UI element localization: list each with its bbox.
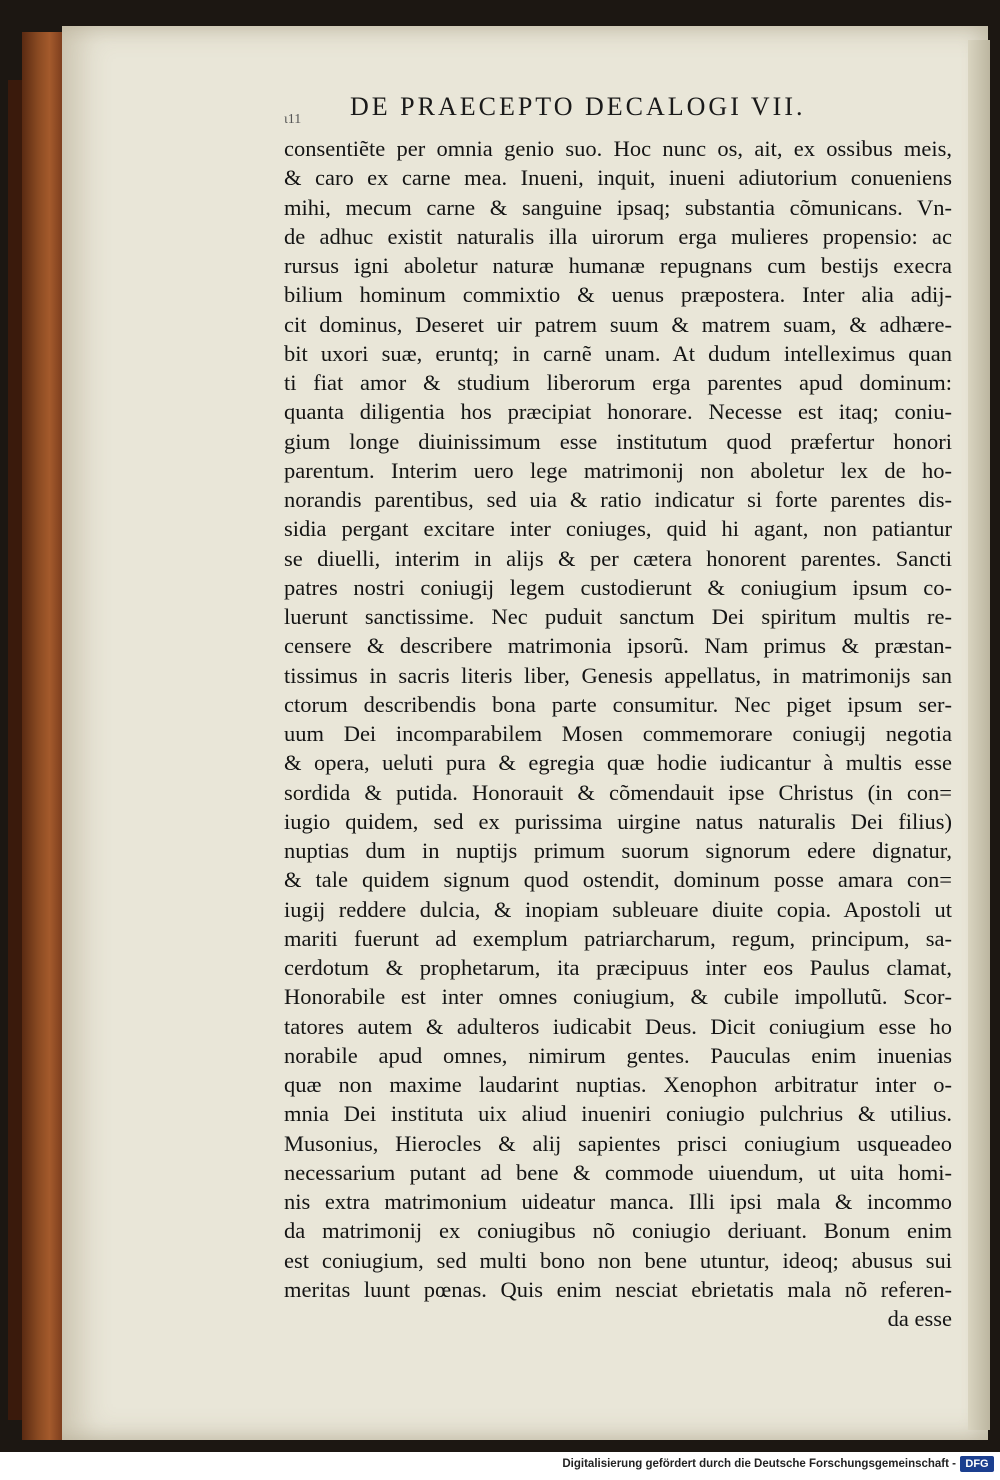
text-line: parentum. Interim uero lege matrimonij non aboletur lex de ho‐ (284, 457, 952, 483)
text-line: Musonius, Hierocles & alij sapientes prisci coniugium usqueadeo (284, 1130, 952, 1156)
text-line: ctorum describendis bona parte consumitur. Nec piget ipsum ser‐ (284, 691, 952, 717)
text-line: sidia pergant excitare inter coniuges, quid hi agant, non patiantur (284, 516, 952, 542)
text-line: patres nostri coniugij legem custodierunt & coniugium ipsum co‐ (284, 574, 952, 600)
text-line: nis extra matrimonium uideatur manca. Illi ipsi mala & incommo (284, 1189, 952, 1214)
text-line: norandis parentibus, sed uia & ratio indicatur si forte parentes dis‐ (284, 487, 952, 512)
text-line: iugio quidem, sed ex purissima uirgine natus naturalis Dei filius) (284, 808, 952, 834)
text-line: norabile apud omnes, nimirum gentes. Pauculas enim inuenias (284, 1042, 952, 1068)
text-line: tissimus in sacris literis liber, Genesis appellatus, in matrimonijs san (284, 662, 952, 688)
text-line: mnia Dei instituta uix aliud inueniri coniugio pulchrius & utilius. (284, 1101, 952, 1127)
page-stack-edge (968, 40, 990, 1430)
text-line: necessarium putant ad bene & commode uiuendum, ut uita homi‐ (284, 1159, 952, 1185)
text-line: gium longe diuinissimum esse institutum quod præfertur honori (284, 428, 952, 454)
text-line: cit dominus, Deseret uir patrem suum & matrem suam, & adhære‐ (284, 311, 952, 337)
text-line: est coniugium, sed multi bono non bene utuntur, ideoq; abusus sui (284, 1247, 952, 1273)
running-header: DE PRAECEPTO DECALOGI VII. (350, 92, 806, 121)
text-line: bilium hominum commixtio & uenus præpostera. Inter alia adij‐ (284, 282, 952, 308)
funding-notice: Digitalisierung gefördert durch die Deutsche Forschungsgemeinschaft - (562, 1458, 956, 1470)
catchword: da esse (887, 1306, 952, 1331)
text-line: & opera, ueluti pura & egregia quæ hodie iudicantur à multis esse (284, 750, 952, 776)
text-line: censere & describere matrimonia ipsorũ. Nam primus & præstan‐ (284, 633, 952, 659)
text-line: iugij reddere dulcia, & inopiam subleuare diuite copia. Apostoli ut (284, 896, 952, 922)
text-line: quanta diligentia hos præcipiat honorare. Necesse est itaq; coniu‐ (284, 399, 952, 425)
dfg-logo: DFG (960, 1456, 994, 1472)
text-line: meritas luunt pœnas. Quis enim nesciat ebrietatis mala nõ referen‐ (284, 1276, 952, 1302)
text-line: de adhuc existit naturalis illa uirorum erga mulieres propensio: ac (284, 223, 952, 249)
book-edge (8, 80, 22, 1420)
text-line: mariti fuerunt ad exemplum patriarcharum, regum, principum, sa‐ (284, 925, 952, 951)
text-line: & tale quidem signum quod ostendit, dominum posse amara con= (284, 867, 952, 893)
text-line: sordida & putida. Honorauit & cõmendauit ipse Christus (in con= (284, 779, 952, 805)
text-line: luerunt sanctissime. Nec puduit sanctum Dei spiritum multis re‐ (284, 604, 952, 629)
text-line: nuptias dum in nuptijs primum suorum signorum edere dignatur, (284, 838, 952, 863)
text-line: quæ non maxime laudarint nuptias. Xenophon arbitratur inter o‐ (284, 1072, 952, 1097)
text-line: Honorabile est inter omnes coniugium, & cubile impollutũ. Scor‐ (284, 984, 952, 1010)
page-mark: ι11 (284, 112, 302, 127)
text-line: da matrimonij ex coniugibus nõ coniugio deriuant. Bonum enim (284, 1218, 952, 1244)
body-text (284, 134, 952, 1333)
text-line: consentiẽte per omnia genio suo. Hoc nunc os, ait, ex ossibus meis, (284, 136, 952, 161)
text-line: ti fiat amor & studium liberorum erga parentes apud dominum: (284, 370, 952, 395)
text-line: cerdotum & prophetarum, ita præcipuus inter eos Paulus clamat, (284, 955, 952, 980)
footer-bar (0, 1452, 1000, 1480)
text-line: rursus igni aboletur naturæ humanæ repugnans cum bestijs execra (284, 253, 952, 278)
text-line: mihi, mecum carne & sanguine ipsaq; substantia cõmunicans. Vn‐ (284, 194, 952, 220)
text-line: bit uxori suæ, eruntq; in carnẽ unam. At dudum intelleximus quan (284, 340, 952, 366)
text-line: & caro ex carne mea. Inueni, inquit, inueni adiutorium conueniens (284, 165, 952, 191)
text-line: uum Dei incomparabilem Mosen commemorare coniugij negotia (284, 721, 952, 746)
text-line: se diuelli, interim in alijs & per cætera honorent parentes. Sancti (284, 545, 952, 571)
text-line: tatores autem & adulteros iudicabit Deus. Dicit coniugium esse ho (284, 1013, 952, 1039)
